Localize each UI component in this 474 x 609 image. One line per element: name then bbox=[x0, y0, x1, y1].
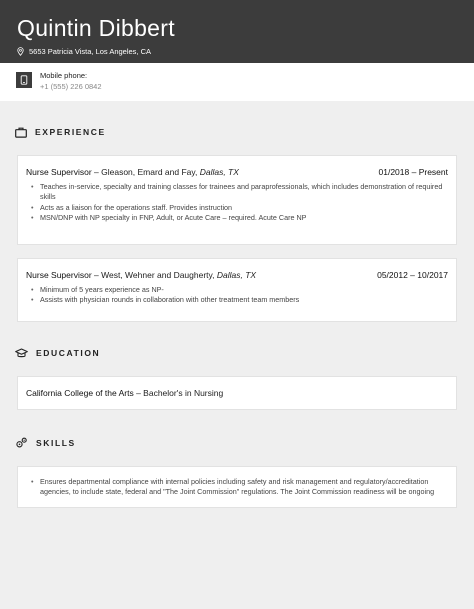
job-role: Nurse Supervisor bbox=[26, 167, 92, 177]
education-title: EDUCATION bbox=[36, 348, 101, 358]
job-title bbox=[26, 167, 239, 178]
degree-name: – Bachelor's in Nursing bbox=[133, 388, 224, 398]
phone-icon bbox=[16, 72, 32, 88]
resume-header bbox=[0, 0, 474, 63]
list-item: • MSN/DNP with NP specialty in FNP, Adult, or Acute Care – required. Acute Care NP bbox=[26, 213, 448, 223]
skills-entry bbox=[17, 466, 457, 508]
experience-section-header bbox=[0, 125, 474, 139]
briefcase-icon bbox=[15, 127, 27, 138]
job-company: – Gleason, Emard and Fay, bbox=[91, 167, 200, 177]
skills-title: SKILLS bbox=[36, 438, 76, 448]
job-header bbox=[26, 270, 448, 281]
education-line bbox=[26, 388, 448, 399]
graduation-cap-icon bbox=[15, 348, 28, 359]
job-entry bbox=[17, 258, 457, 322]
contact-bar bbox=[0, 63, 474, 101]
list-item: • Acts as a liaison for the operations staff. Provides instruction bbox=[26, 203, 448, 213]
job-entry bbox=[17, 155, 457, 245]
gears-icon bbox=[15, 437, 28, 449]
job-title bbox=[26, 270, 256, 281]
education-text bbox=[26, 388, 223, 399]
list-item: • Assists with physician rounds in collaboration with other treatment team members bbox=[26, 295, 448, 305]
list-item: • Ensures departmental compliance with internal policies including safety and risk management and regulatory/accreditation agencies, to include state, federal and "The Joint Commission" regulations. The Joint Commission readiness will be ongoing bbox=[26, 477, 448, 498]
phone-number: +1 (555) 226 0842 bbox=[40, 82, 102, 91]
job-dates: 01/2018 – Present bbox=[378, 167, 448, 177]
candidate-name: Quintin Dibbert bbox=[17, 15, 175, 41]
address-text: 5653 Patricia Vista, Los Angeles, CA bbox=[29, 47, 152, 56]
contact-label: Mobile phone: bbox=[40, 71, 88, 80]
experience-title: EXPERIENCE bbox=[35, 127, 106, 137]
job-dates: 05/2012 – 10/2017 bbox=[377, 270, 448, 280]
school-name: California College of the Arts bbox=[26, 388, 134, 398]
job-bullets bbox=[26, 285, 448, 306]
job-location: Dallas, TX bbox=[199, 167, 239, 177]
education-section-header bbox=[0, 346, 474, 360]
location-pin-icon bbox=[17, 47, 24, 56]
job-role: Nurse Supervisor bbox=[26, 270, 92, 280]
skills-section-header bbox=[0, 436, 474, 450]
list-item: • Minimum of 5 years experience as NP- bbox=[26, 285, 448, 295]
address-line bbox=[17, 47, 474, 56]
education-entry bbox=[17, 376, 457, 410]
skills-bullets bbox=[26, 477, 448, 498]
job-header bbox=[26, 167, 448, 178]
list-item: • Teaches in-service, specialty and training classes for trainees and paraprofessionals, which includes demonstration of required skills bbox=[26, 182, 448, 203]
job-bullets bbox=[26, 182, 448, 224]
job-company: – West, Wehner and Daugherty, bbox=[91, 270, 217, 280]
job-location: Dallas, TX bbox=[216, 270, 257, 280]
